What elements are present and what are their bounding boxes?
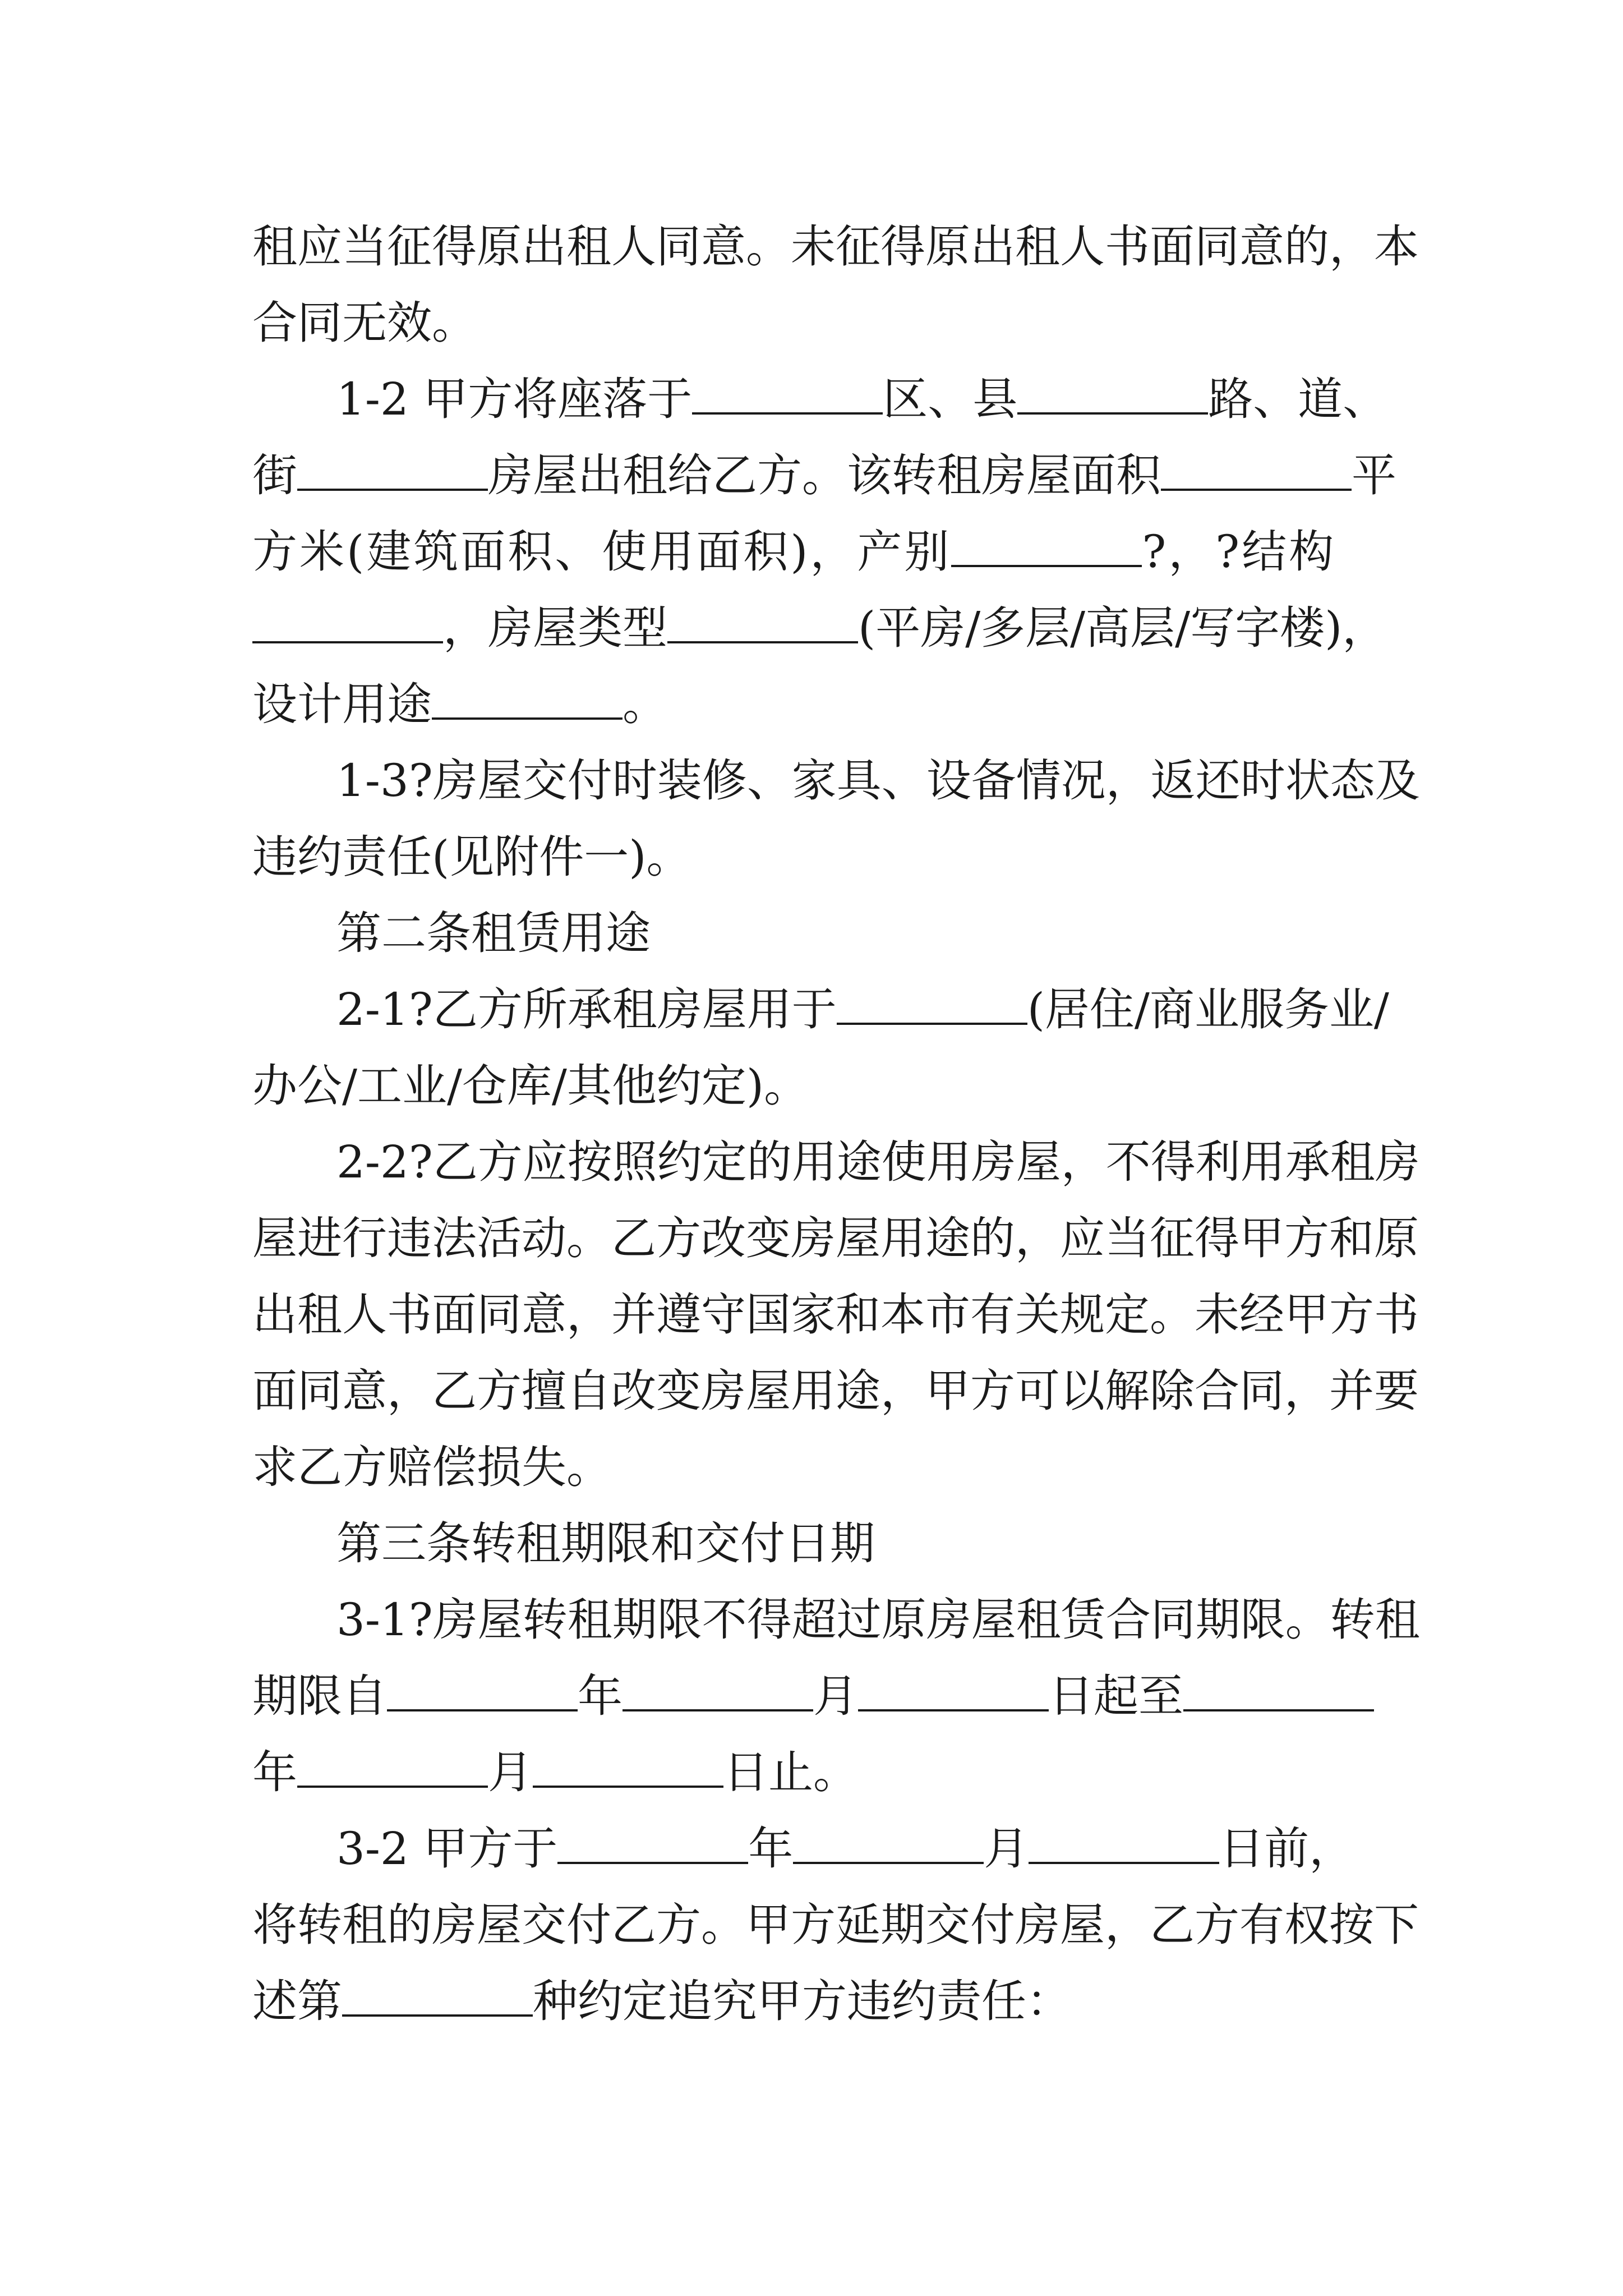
paragraph-line: 面同意，乙方擅自改变房屋用途，甲方可以解除合同，并要 — [252, 1365, 1419, 1417]
fill-blank[interactable] — [252, 606, 443, 643]
fill-blank[interactable] — [1161, 454, 1352, 491]
fill-blank[interactable] — [667, 606, 858, 643]
paragraph-line: 求乙方赔偿损失。 — [252, 1441, 611, 1493]
fill-blank[interactable] — [793, 1827, 984, 1864]
fill-blank[interactable] — [342, 1980, 533, 2017]
paragraph-line: ，房屋类型 (平房/多层/高层/写字楼)， — [252, 600, 1430, 656]
fill-blank[interactable] — [432, 683, 623, 720]
fill-blank[interactable] — [1183, 1674, 1374, 1711]
paragraph-line: 期限自 年 月 日起至 — [252, 1668, 1430, 1724]
fill-blank[interactable] — [951, 530, 1142, 567]
clause-1-3-line: 1-3?房屋交付时装修、家具、设备情况，返还时状态及 — [336, 754, 1420, 807]
clause-2-1-line: 2-1?乙方所承租房屋用于 (居住/商业服务业/ — [336, 983, 1389, 1036]
clause-3-1-line: 3-1?房屋转租期限不得超过原房屋租赁合同期限。转租 — [336, 1594, 1420, 1646]
paragraph-line: 租应当征得原出租人同意。未征得原出租人书面同意的，本 — [252, 220, 1419, 273]
paragraph-line: 出租人书面同意，并遵守国家和本市有关规定。未经甲方书 — [252, 1289, 1419, 1341]
paragraph-line: 述第 种约定追究甲方违约责任： — [252, 1975, 1071, 2027]
fill-blank[interactable] — [837, 988, 1027, 1025]
paragraph-line: 街 房屋出租给乙方。该转租房屋面积 平 — [252, 449, 1396, 501]
clause-3-2-line: 3-2 甲方于 年 月 日前， — [336, 1823, 1354, 1875]
article-3-heading: 第三条转租期限和交付日期 — [336, 1517, 875, 1570]
fill-blank[interactable] — [387, 1674, 578, 1711]
paragraph-line: 设计用途 。 — [252, 678, 667, 730]
paragraph-line: 屋进行违法活动。乙方改变房屋用途的，应当征得甲方和原 — [252, 1212, 1419, 1264]
fill-blank[interactable] — [1017, 378, 1208, 415]
clause-1-2-line: 1-2 甲方将座落于 区、县 路、道、 — [336, 373, 1388, 425]
fill-blank[interactable] — [692, 378, 883, 415]
fill-blank[interactable] — [623, 1674, 813, 1711]
paragraph-line: 年 月 日止。 — [252, 1746, 858, 1798]
paragraph-line: 违约责任(见附件一)。 — [252, 831, 691, 883]
fill-blank[interactable] — [858, 1674, 1049, 1711]
paragraph-line: 方米(建筑面积、使用面积)，产别 ?，?结构 — [252, 526, 1336, 578]
paragraph-line: 将转租的房屋交付乙方。甲方延期交付房屋，乙方有权按下 — [252, 1899, 1419, 1951]
fill-blank[interactable] — [1029, 1827, 1219, 1864]
fill-blank[interactable] — [533, 1751, 723, 1788]
paragraph-line: 合同无效。 — [252, 297, 477, 349]
clause-2-2-line: 2-2?乙方应按照约定的用途使用房屋，不得利用承租房 — [336, 1136, 1420, 1188]
fill-blank[interactable] — [297, 1751, 488, 1788]
fill-blank[interactable] — [557, 1827, 748, 1864]
fill-blank[interactable] — [297, 454, 488, 491]
article-2-heading: 第二条租赁用途 — [336, 907, 651, 959]
paragraph-line: 办公/工业/仓库/其他约定)。 — [252, 1060, 809, 1112]
